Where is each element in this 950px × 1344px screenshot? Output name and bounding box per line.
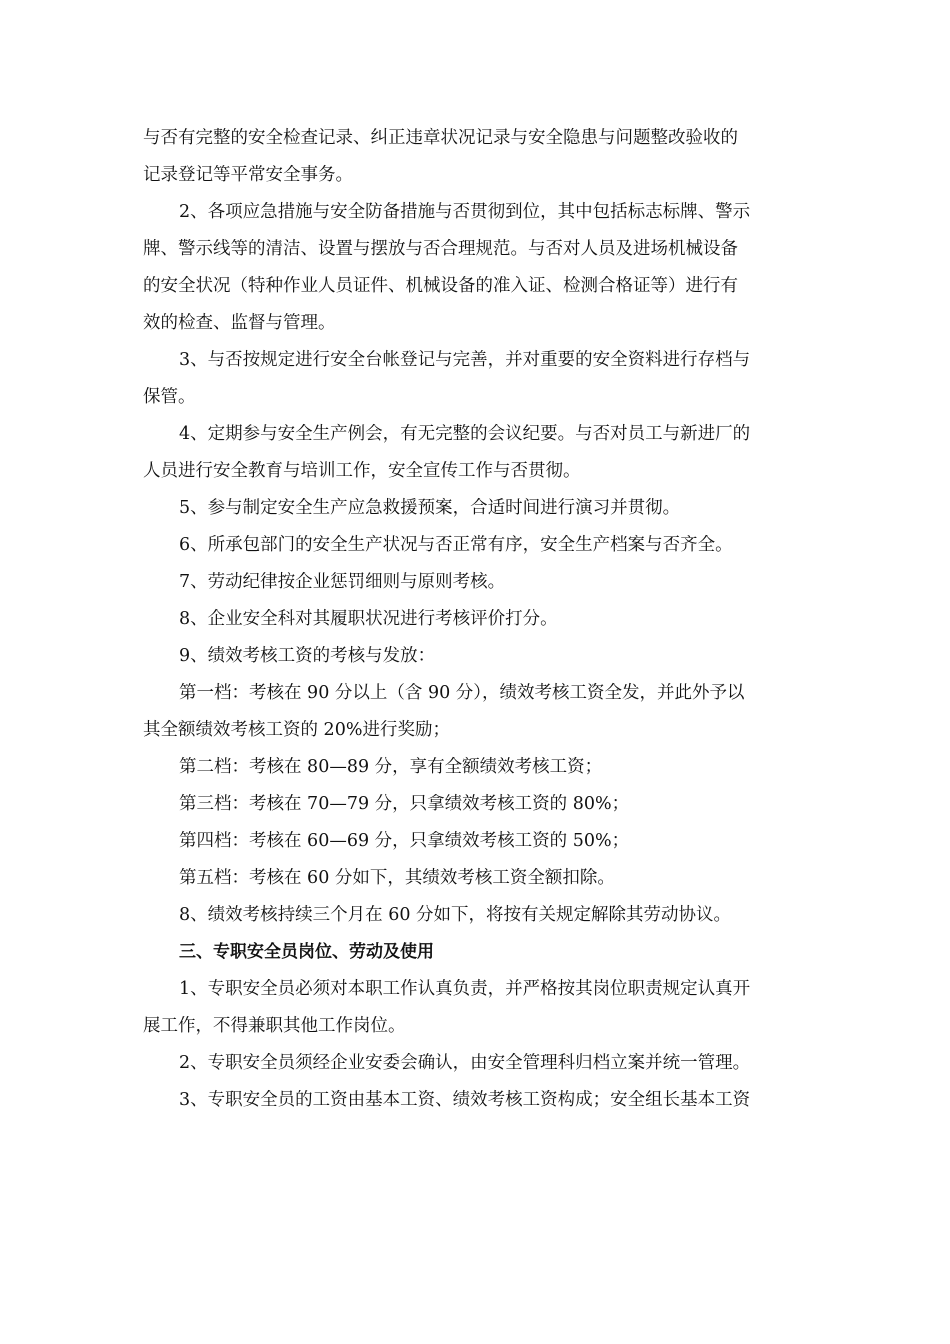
paragraph-line: 第三档：考核在 70—79 分，只拿绩效考核工资的 80%； — [179, 794, 630, 814]
paragraph-line: 3、专职安全员的工资由基本工资、绩效考核工资构成；安全组长基本工资 — [179, 1090, 751, 1110]
paragraph-line: 其全额绩效考核工资的 20%进行奖励； — [143, 720, 450, 740]
paragraph-line: 第四档：考核在 60—69 分，只拿绩效考核工资的 50%； — [179, 831, 630, 851]
paragraph-line: 第二档：考核在 80—89 分，享有全额绩效考核工资； — [179, 757, 603, 777]
paragraph-line: 8、企业安全科对其履职状况进行考核评价打分。 — [179, 609, 558, 629]
paragraph-line: 保管。 — [143, 387, 196, 407]
paragraph-line: 人员进行安全教育与培训工作，安全宣传工作与否贯彻。 — [143, 461, 581, 481]
paragraph-line: 4、定期参与安全生产例会，有无完整的会议纪要。与否对员工与新进厂的 — [179, 424, 751, 444]
paragraph-line: 记录登记等平常安全事务。 — [143, 165, 353, 185]
paragraph-line: 7、劳动纪律按企业惩罚细则与原则考核。 — [179, 572, 506, 592]
paragraph-line: 2、各项应急措施与安全防备措施与否贯彻到位，其中包括标志标牌、警示 — [179, 202, 751, 222]
paragraph-line: 第五档：考核在 60 分如下，其绩效考核工资全额扣除。 — [179, 868, 615, 888]
paragraph-line: 1、专职安全员必须对本职工作认真负责，并严格按其岗位职责规定认真开 — [179, 979, 751, 999]
paragraph-line: 展工作，不得兼职其他工作岗位。 — [143, 1016, 406, 1036]
paragraph-line: 与否有完整的安全检查记录、纠正违章状况记录与安全隐患与问题整改验收的 — [143, 128, 738, 148]
paragraph-line: 3、与否按规定进行安全台帐登记与完善，并对重要的安全资料进行存档与 — [179, 350, 751, 370]
paragraph-line: 的安全状况（特种作业人员证件、机械设备的准入证、检测合格证等）进行有 — [143, 276, 738, 296]
paragraph-line: 2、专职安全员须经企业安委会确认，由安全管理科归档立案并统一管理。 — [179, 1053, 751, 1073]
paragraph-line: 6、所承包部门的安全生产状况与否正常有序，安全生产档案与否齐全。 — [179, 535, 733, 555]
section-heading: 三、专职安全员岗位、劳动及使用 — [179, 942, 434, 962]
document-body — [143, 120, 808, 1119]
paragraph-line: 5、参与制定安全生产应急救援预案，合适时间进行演习并贯彻。 — [179, 498, 681, 518]
paragraph-line: 第一档：考核在 90 分以上（含 90 分），绩效考核工资全发，并此外予以 — [179, 683, 745, 703]
paragraph-line: 9、绩效考核工资的考核与发放： — [179, 646, 436, 666]
paragraph-line: 牌、警示线等的清洁、设置与摆放与否合理规范。与否对人员及进场机械设备 — [143, 239, 738, 259]
paragraph-line: 8、绩效考核持续三个月在 60 分如下，将按有关规定解除其劳动协议。 — [179, 905, 732, 925]
paragraph-line: 效的检查、监督与管理。 — [143, 313, 336, 333]
